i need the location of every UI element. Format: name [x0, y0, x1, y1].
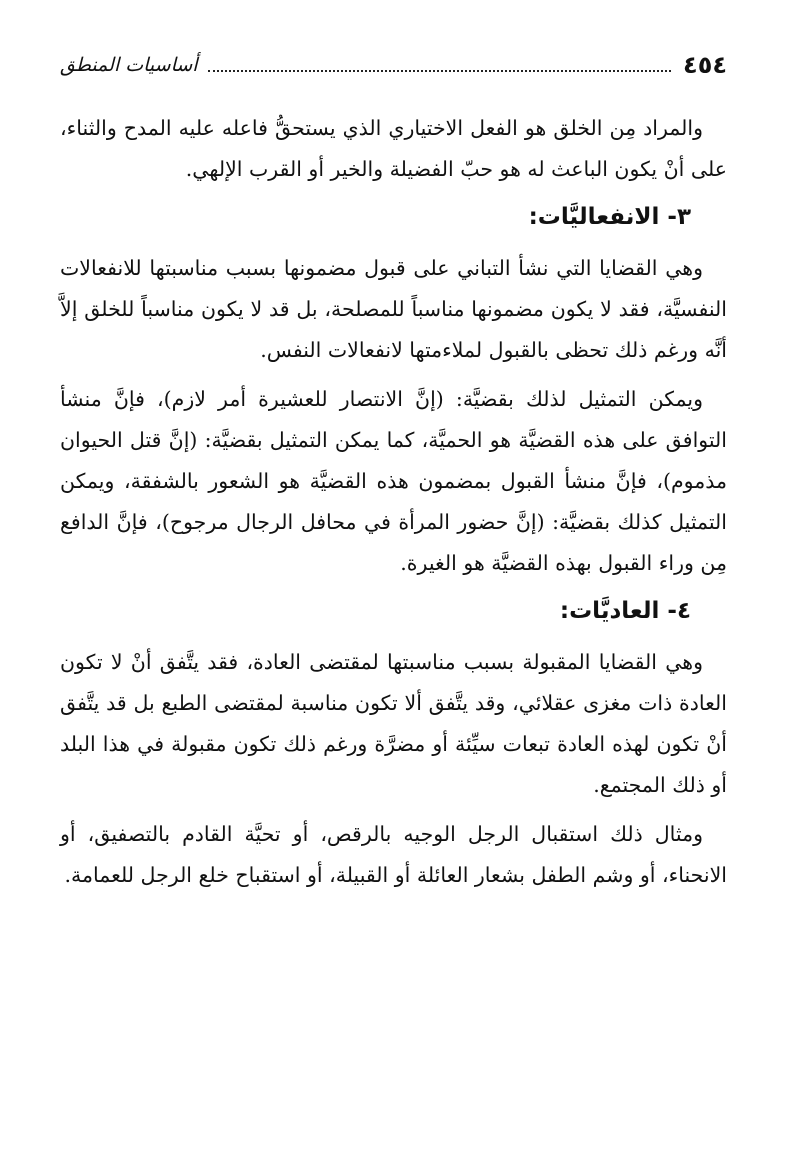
paragraph-customary-examples: ومثال ذلك استقبال الرجل الوجيه بالرقص، أو تحيَّة القادم بالتصفيق، أو الانحناء، أو وشم الطفل بشعار العائلة أو القبيلة، أو استقباح خلع الرجل للعمامة. [60, 822, 727, 887]
paragraph-ethics-definition: والمراد مِن الخلق هو الفعل الاختياري الذي يستحقُّ فاعله عليه المدح والثناء، على أنْ يكون الباعث له هو حبّ الفضيلة والخير أو القرب الإلهي. [60, 116, 727, 181]
header-dotted-leader [208, 70, 671, 72]
running-book-title: أساسيات المنطق [60, 54, 198, 76]
page-header [60, 46, 727, 80]
section-heading-customary: ٤- العاديَّات: [559, 598, 691, 624]
paragraph-emotional-definition: وهي القضايا التي نشأ التباني على قبول مضمونها بسبب مناسبتها للانفعالات النفسيَّة، فقد لا يكون مضمونها مناسباً للمصلحة، بل قد لا يكون مناسباً للخلق إلاَّ أنَّه ورغم ذلك تحظى بالقبول لملاءمتها لانفعالات النفس. [60, 256, 727, 362]
paragraph-customary-definition: وهي القضايا المقبولة بسبب مناسبتها لمقتضى العادة، فقد يتَّفق أنْ لا تكون العادة ذات مغزى عقلائي، وقد يتَّفق ألا تكون مناسبة لمقتضى الطبع بل قد يتَّفق أنْ تكون لهذه العادة تبعات سيِّئة أو مضرَّة ورغم ذلك تكون مقبولة في هذا البلد أو ذلك المجتمع. [60, 650, 727, 797]
page-number: ٤٥٤ [683, 51, 727, 79]
paragraph-emotional-examples: ويمكن التمثيل لذلك بقضيَّة: (إنَّ الانتصار للعشيرة أمر لازم)، فإنَّ منشأ التوافق على هذه القضيَّة هو الحميَّة، كما يمكن التمثيل بقضيَّة: (إنَّ قتل الحيوان مذموم)، فإنَّ منشأ القبول بمضمون هذه القضيَّة هو الشعور بالشفقة، ويمكن التمثيل كذلك بقضيَّة: (إنَّ حضور المرأة في محافل الرجال مرجوح)، فإنَّ الدافع مِن وراء القبول بهذه القضيَّة هو الغيرة. [60, 387, 727, 575]
section-heading-emotional: ٣- الانفعاليَّات: [528, 204, 691, 230]
